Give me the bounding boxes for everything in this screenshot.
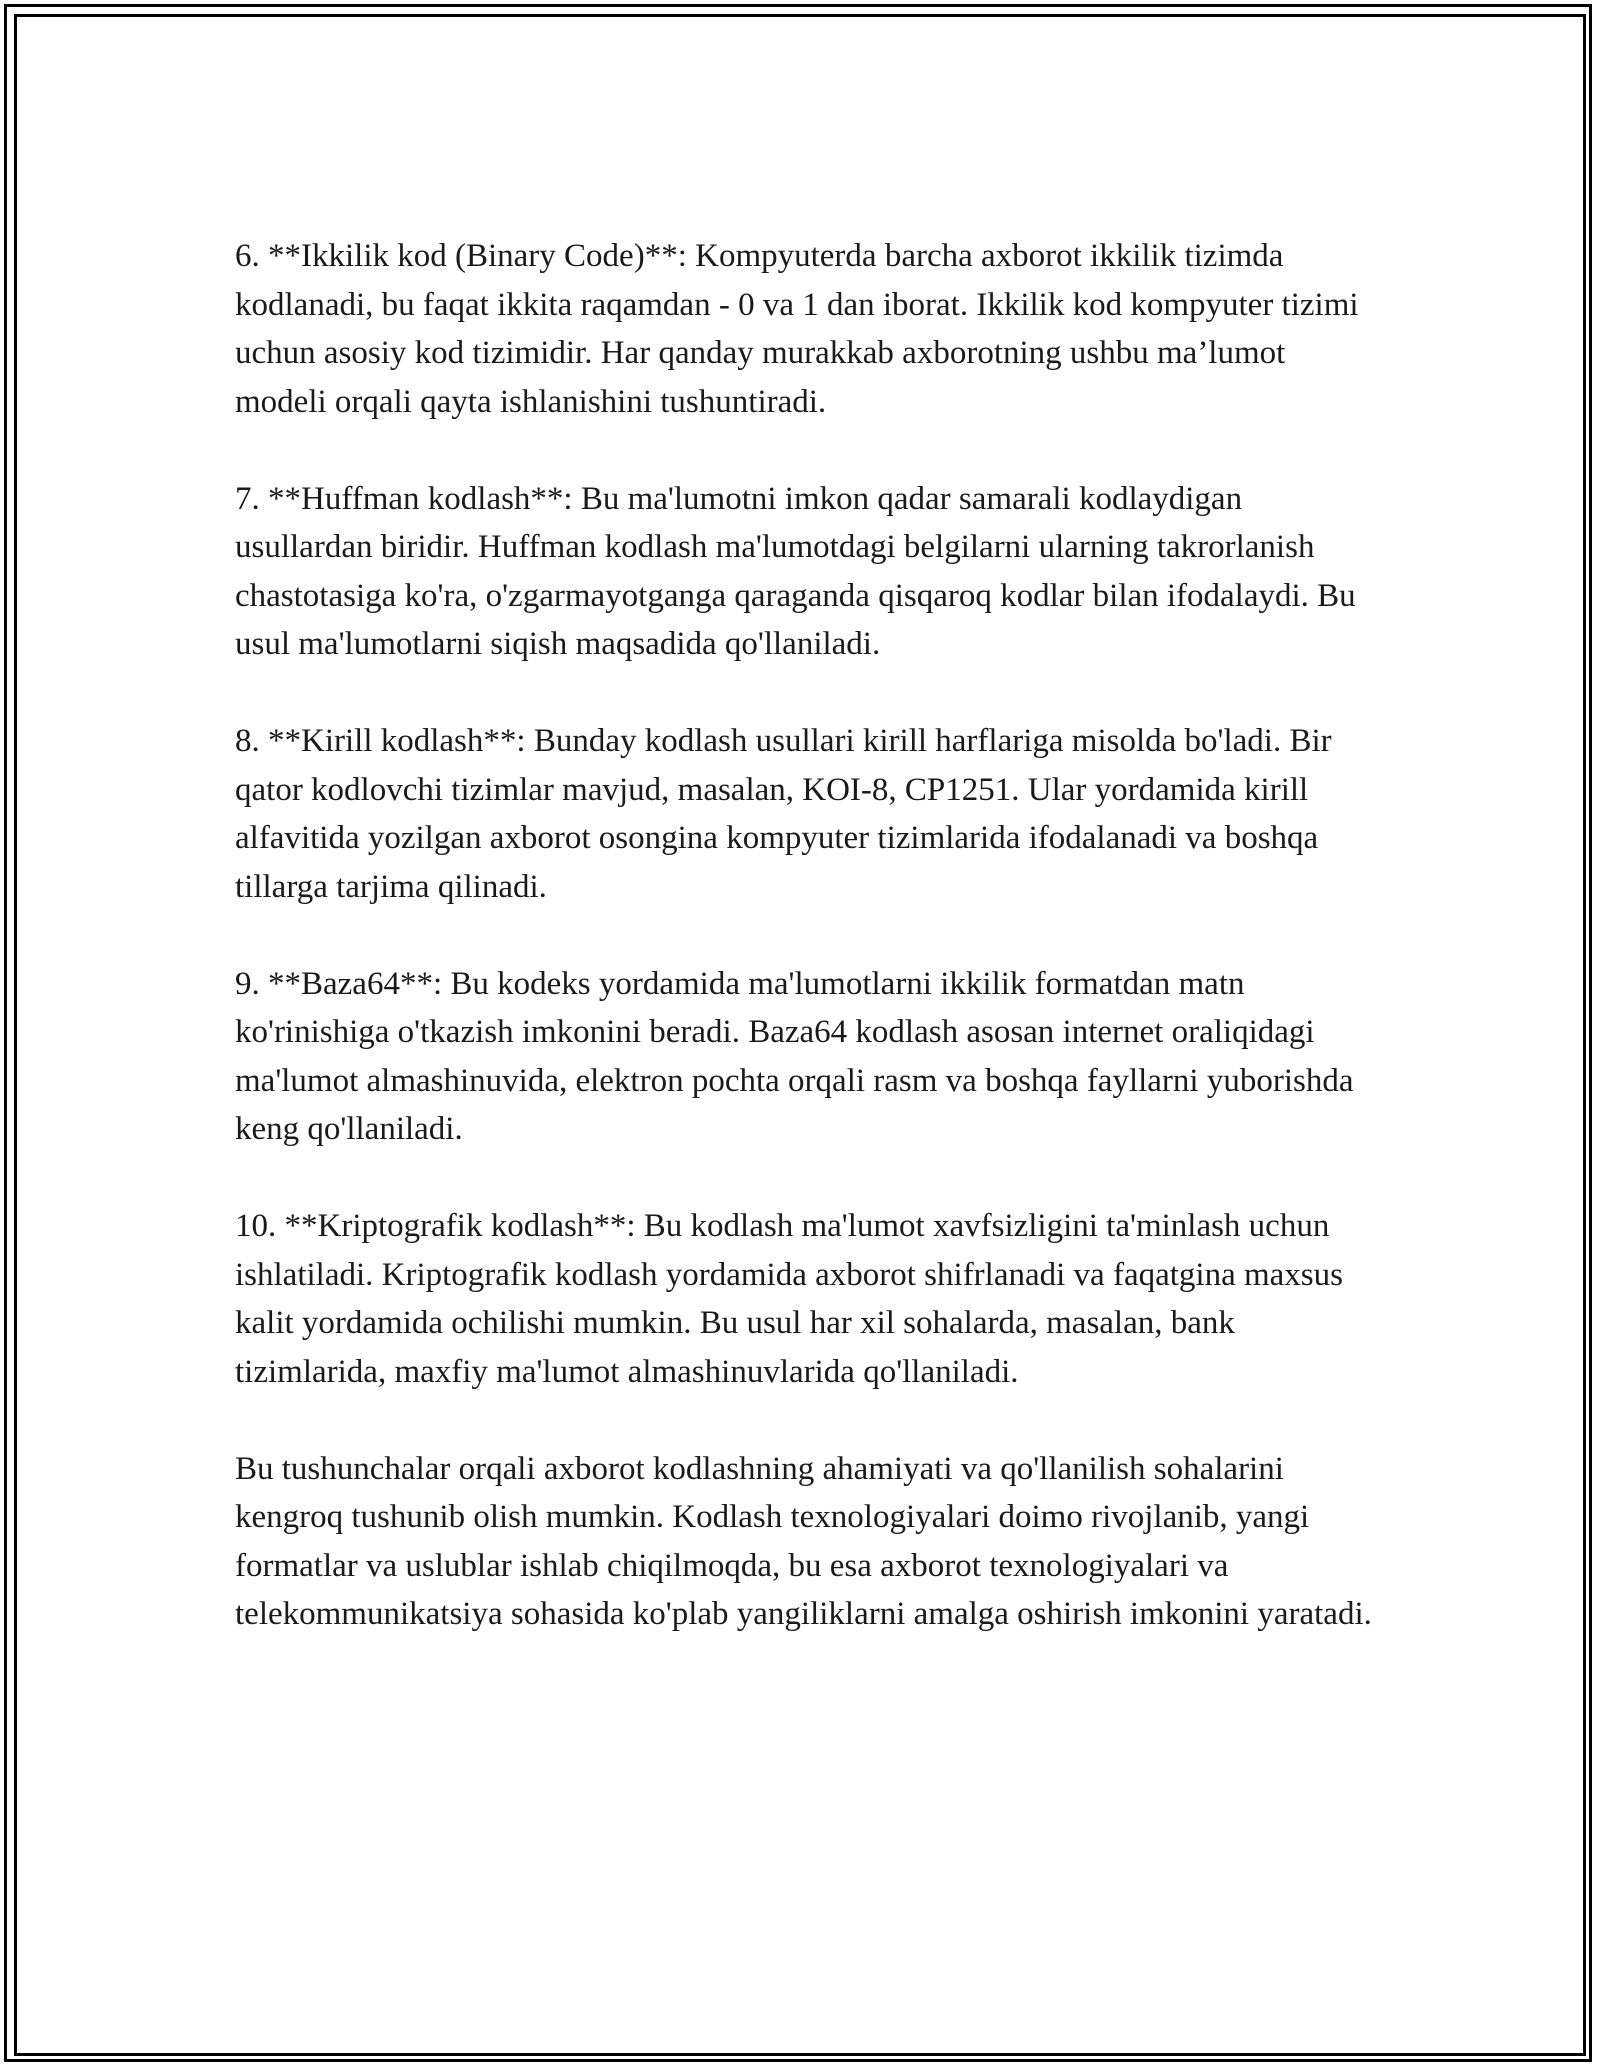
paragraph-huffman-coding: 7. **Huffman kodlash**: Bu ma'lumotni imkon qadar samarali kodlaydigan usullardan biridir. Huffman kodlash ma'lumotdagi belgilarni ularning takrorlanish chastotasiga ko'ra, o'zgarmayotganga qaraganda qisqaroq kodlar bilan ifodalaydi. Bu usul ma'lumotlarni siqish maqsadida qo'llaniladi. [235,480,1356,662]
paragraph-cryptographic-coding: 10. **Kriptografik kodlash**: Bu kodlash ma'lumot xavfsizligini ta'minlash uchun ishlatiladi. Kriptografik kodlash yordamida axborot shifrlanadi va faqatgina maxsus kalit yordamida ochilishi mumkin. Bu usul har xil sohalarda, masalan, bank tizimlarida, maxfiy ma'lumot almashinuvlarida qo'llaniladi. [235,1208,1343,1390]
document-body [235,232,1375,1639]
paragraph-conclusion: Bu tushunchalar orqali axborot kodlashning ahamiyati va qo'llanilish sohalarini kengroq tushunib olish mumkin. Kodlash texnologiyalari doimo rivojlanib, yangi formatlar va uslublar ishlab chiqilmoqda, bu esa axborot texnologiyalari va telekommunikatsiya sohasida ko'plab yangiliklarni amalga oshirish imkonini yaratadi. [235,1450,1372,1632]
paragraph-binary-code: 6. **Ikkilik kod (Binary Code)**: Kompyuterda barcha axborot ikkilik tizimda kodlanadi, bu faqat ikkita raqamdan - 0 va 1 dan iborat. Ikkilik kod kompyuter tizimi uchun asosiy kod tizimidir. Har qanday murakkab axborotning ushbu ma’lumot modeli orqali qayta ishlanishini tushuntiradi. [235,238,1359,420]
paragraph-cyrillic-coding: 8. **Kirill kodlash**: Bunday kodlash usullari kirill harflariga misolda bo'ladi. Bir qator kodlovchi tizimlar mavjud, masalan, KOI-8, CP1251. Ular yordamida kirill alfavitida yozilgan axborot osongina kompyuter tizimlarida ifodalanadi va boshqa tillarga tarjima qilinadi. [235,723,1332,905]
paragraph-base64: 9. **Baza64**: Bu kodeks yordamida ma'lumotlarni ikkilik formatdan matn ko'rinishiga o'tkazish imkonini beradi. Baza64 kodlash asosan internet oraliqidagi ma'lumot almashinuvida, elektron pochta orqali rasm va boshqa fayllarni yuborishda keng qo'llaniladi. [235,965,1354,1147]
